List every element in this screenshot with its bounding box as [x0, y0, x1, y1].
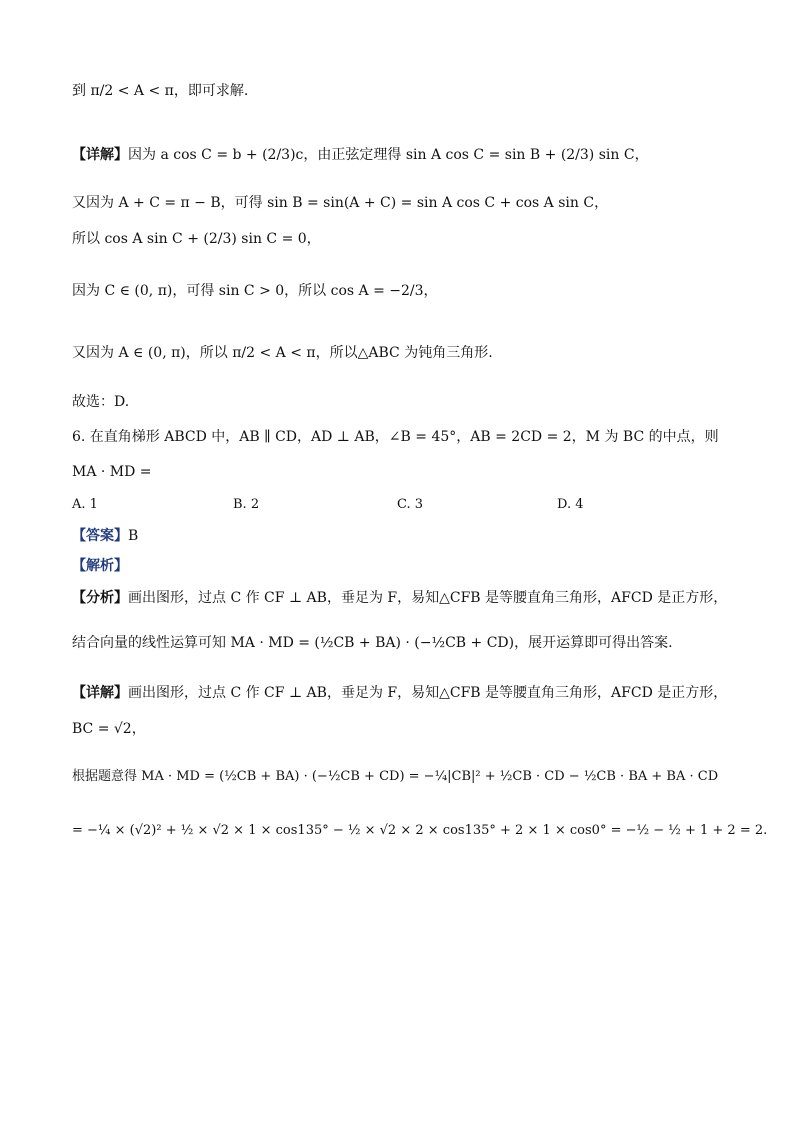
line-6: 又因为 A ∈ (0, π)，所以 π/2 < A < π，所以△ABC 为钝角三角形. [72, 345, 493, 361]
line-1: 到 π/2 < A < π，即可求解. [72, 83, 249, 99]
line-5: 因为 C ∈ (0, π)，可得 sin C > 0，所以 cos A = −2/3， [72, 283, 438, 299]
analysis-tag: 【解析】 [72, 558, 128, 574]
fenxi-text: 画出图形，过点 C 作 CF ⊥ AB，垂足为 F，易知△CFB 是等腰直角三角形，AFCD 是正方形， [128, 590, 728, 606]
calc-line-1: 根据题意得 MA · MD = (½CB + BA) · (−½CB + CD) = −¼|CB|² + ½CB · CD − ½CB · BA + BA · CD [72, 769, 719, 784]
line-3: 又因为 A + C = π − B，可得 sin B = sin(A + C) = sin A cos C + cos A sin C， [72, 195, 609, 211]
xiangjie-tag: 【详解】 [72, 685, 128, 701]
fenxi-line [72, 589, 727, 607]
question-6-expr: MA · MD = [72, 464, 152, 480]
answer-value: B [128, 528, 139, 544]
option-b: B. 2 [233, 497, 260, 512]
fenxi-line-2: 结合向量的线性运算可知 MA · MD = (½CB + BA) · (−½CB + CD)，展开运算即可得出答案. [72, 635, 673, 651]
xiangjie-text: 画出图形，过点 C 作 CF ⊥ AB，垂足为 F，易知△CFB 是等腰直角三角形，AFCD 是正方形， [128, 685, 728, 701]
line-7: 故选：D. [72, 394, 130, 410]
question-6: 6. 在直角梯形 ABCD 中，AB ∥ CD，AD ⊥ AB，∠B = 45°，AB = 2CD = 2，M 为 BC 的中点，则 [72, 429, 719, 445]
option-d: D. 4 [557, 497, 584, 512]
detail-tag: 【详解】 [72, 147, 128, 163]
fenxi-tag: 【分析】 [72, 590, 128, 606]
line-4: 所以 cos A sin C + (2/3) sin C = 0， [72, 231, 321, 247]
option-c: C. 3 [397, 497, 424, 512]
line-2 [72, 146, 649, 164]
analysis-line [72, 557, 128, 575]
bc-line: BC = √2， [72, 721, 146, 737]
answer-line [72, 527, 138, 545]
option-a: A. 1 [72, 497, 98, 512]
calc-line-2: = −¼ × (√2)² + ½ × √2 × 1 × cos135° − ½ × √2 × 2 × cos135° + 2 × 1 × cos0° = −½ − ½ + 1 + 2 = 2. [72, 823, 768, 838]
xiangjie-line [72, 684, 727, 702]
answer-tag: 【答案】 [72, 528, 128, 544]
line-2-text: 因为 a cos C = b + (2/3)c，由正弦定理得 sin A cos C = sin B + (2/3) sin C， [128, 147, 649, 163]
